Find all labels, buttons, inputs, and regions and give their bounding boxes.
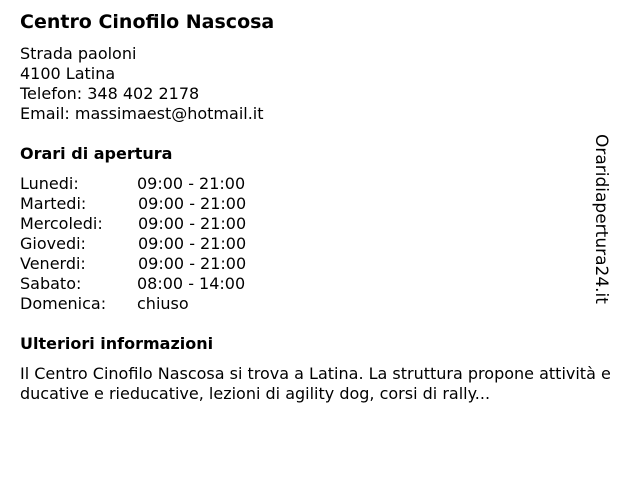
hours-day-wednesday: Mercoledi: (20, 214, 103, 233)
hours-day-tuesday: Martedi: (20, 194, 87, 213)
email-address: Email: massimaest@hotmail.it (20, 104, 264, 123)
hours-day-friday: Venerdi: (20, 254, 86, 273)
hours-time-wednesday: 09:00 - 21:00 (138, 214, 247, 233)
hours-day-thursday: Giovedi: (20, 234, 86, 253)
site-watermark: Oraridiapertura24.it (591, 134, 611, 304)
hours-time-monday: 09:00 - 21:00 (137, 174, 246, 193)
hours-time-friday: 09:00 - 21:00 (138, 254, 247, 273)
hours-time-thursday: 09:00 - 21:00 (138, 234, 247, 253)
hours-time-saturday: 08:00 - 14:00 (137, 274, 246, 293)
business-name: Centro Cinofilo Nascosa (20, 11, 275, 33)
address-city: 4100 Latina (20, 64, 116, 83)
more-info-heading: Ulteriori informazioni (20, 334, 214, 353)
address-street: Strada paoloni (20, 44, 137, 63)
hours-day-sunday: Domenica: (20, 294, 107, 313)
hours-time-sunday: chiuso (137, 294, 189, 313)
phone-number: Telefon: 348 402 2178 (20, 84, 200, 103)
hours-day-monday: Lunedi: (20, 174, 79, 193)
hours-time-tuesday: 09:00 - 21:00 (138, 194, 247, 213)
more-info-description: Il Centro Cinofilo Nascosa si trova a Latina. La struttura propone attività educative e rieducative, lezioni di agility dog, corsi di rally... (20, 364, 611, 403)
opening-hours-heading: Orari di apertura (20, 144, 173, 163)
hours-day-saturday: Sabato: (20, 274, 82, 293)
